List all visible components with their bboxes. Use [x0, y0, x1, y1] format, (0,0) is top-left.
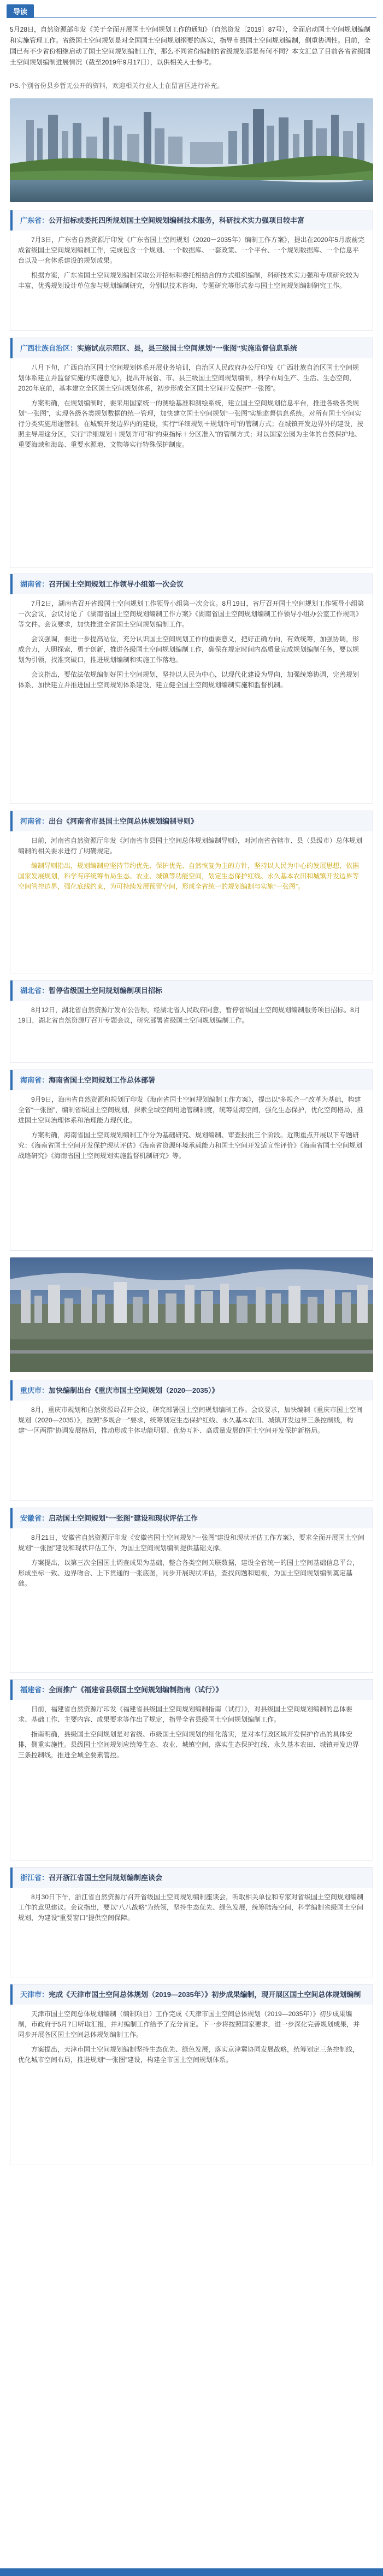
paragraph: 8月21日，安徽省自然资源厅印发《安徽省国土空间规划“一张图”建设和现状评估工作方案》，要求全面开展国土空间规划“一张图”建设和现状评估工作，为国土空间规划编制提供基础支撑。 — [18, 1534, 365, 1552]
section-tianjin — [10, 1984, 373, 2165]
paragraph: 8月30日下午，浙江省自然资源厅召开省级国土空间规划编制座谈会，听取相关单位和专家对省级国土空间规划编制工作的意见建议。会议指出，要以“八八战略”为统领，坚持生态优先、绿色发展，统筹陆海空间，科学编制省级国土空间规划，为建设“重要窗口”提供空间保障。 — [18, 1893, 364, 1922]
province-name: 浙江省： — [20, 1874, 49, 1882]
province-name: 安徽省： — [20, 1514, 49, 1522]
section-heading — [10, 980, 373, 1001]
province-name: 福建省： — [20, 1686, 49, 1694]
section-heading — [10, 574, 373, 594]
section-title: 完成《天津市国土空间总体规划（2019—2035年）》初步成果编制，现开展区国土空间总体规划编制 — [49, 1990, 361, 1999]
paragraph: 方案提出，以第三次全国国土调查成果为基础，整合各类空间关联数据，建设全省统一的国土空间基础信息平台，形成坐标一致、边界吻合、上下贯通的一张底图，同步开展现状评估，查找问题和短板，为国土空间规划编制奠定基础。 — [18, 1559, 360, 1587]
province-name: 海南省： — [20, 1076, 49, 1084]
guide-divider — [7, 17, 376, 18]
section-henan — [10, 811, 373, 973]
paragraph: 八月下旬，广西自治区国土空间规划体系开展业务培训，自治区人民政府办公厅印发《广西壮族自治区国土空间规划体系建立并监督实施的实施意见》，提出开展省、市、县三级国土空间规划编制，科学布局生产、生活、生态空间，2020年底前，基本建立全区国土空间规划体系，初步形成全区国土空间开发保护“一张图”。 — [18, 364, 360, 392]
section-heading — [10, 210, 373, 231]
paragraph: 方案明确，海南省国土空间规划编制工作分为基础研究、规划编制、审查报批三个阶段。近期重点开展以下专题研究：《海南省国土空间开发保护现状评估》《海南省资源环境承载能力和国土空间开发适宜性评价》《海南省国土空间规划战略研究》《海南省国土空间规划实施监督机制研究》等。 — [18, 1131, 363, 1160]
section-title: 暂停省级国土空间规划编制项目招标 — [49, 986, 163, 995]
section-body — [10, 2005, 373, 2074]
paragraph: 日前，福建省自然资源厅印发《福建省县级国土空间规划编制指南（试行）》，对县级国土空间规划编制的总体要求、基础工作、主要内容、成果要求等作出了规定，指导全省县级国土空间规划编制工作。 — [18, 1705, 353, 1723]
paragraph-highlighted: 编制导则指出，规划编制应坚持节约优先、保护优先、自然恢复为主的方针，坚持以人民为中心的发展思想，依据国家发展规划，科学有序统筹布局生态、农业、城镇等功能空间，划定生态保护红线、永久基本农田和城镇开发边界等空间管控边界，强化底线约束，为可持续发展预留空间，形成全省统一的规划编制与实施“一张图”。 — [18, 862, 360, 890]
section-heading — [10, 1070, 373, 1090]
section-body — [10, 231, 373, 300]
section-body — [10, 1001, 373, 1035]
section-title: 公开招标或委托四所规划国土空间规划编制技术服务，科研技术实力强项目较丰富 — [49, 216, 305, 224]
section-body — [10, 1888, 373, 1932]
aerial-city-photo — [10, 1257, 373, 1372]
section-heading — [10, 338, 373, 358]
paragraph: 8月12日，湖北省自然资源厅发布公告称，经湖北省人民政府同意，暂停省级国土空间规划编制服务项目招标。8月19日，湖北省自然资源厅召开专题会议，研究部署省级国土空间规划编制工作。 — [18, 1006, 361, 1024]
section-guangxi — [10, 338, 373, 568]
paragraph: 指南明确，县级国土空间规划是对省级、市级国土空间规划的细化落实，是对本行政区域开发保护作出的具体安排，侧重实施性。县级国土空间规划应统筹生态、农业、城镇空间，落实生态保护红线、永久基本农田、城镇开发边界三条控制线，推进全域全要素管控。 — [18, 1730, 360, 1759]
section-anhui — [10, 1508, 373, 1673]
section-fujian — [10, 1679, 373, 1860]
paragraph: 7月2日，湖南省召开省级国土空间规划工作领导小组第一次会议。8月19日，省厅召开国土空间规划工作领导小组第一次会议，会议讨论了《湖南省国土空间规划编制工作方案》《湖南省国土空间规划编制工作领导小组办公室工作规则》等文件。会议要求，加快推进全省国土空间规划编制工作。 — [18, 600, 364, 628]
province-name: 湖南省： — [20, 580, 49, 588]
section-heading — [10, 1984, 373, 2005]
paragraph: 9月9日，海南省自然资源和规划厅印发《海南省国土空间规划编制工作方案》，提出以“多规合一”改革为基础，构建全省“一张图”，编制省级国土空间规划，探索全域空间用途管制制度，统筹陆海空间，强化生态保护，优化空间格局，推进国土空间治理体系和治理能力现代化。 — [18, 1096, 363, 1124]
section-title: 出台《河南省市县国土空间总体规划编制导则》 — [49, 817, 198, 825]
section-body — [10, 1090, 373, 1170]
paragraph: 根据方案，广东省国土空间规划编制采取公开招标和委托相结合的方式组织编制，科研技术实力强和专项研究较为丰富，优秀规划设计单位参与规划编制研究，分别以技术咨询、专题研究等形式参与国土空间规划编制研究工作。 — [18, 271, 360, 289]
province-name: 广西壮族自治区： — [20, 344, 78, 352]
section-body — [10, 358, 373, 459]
paragraph: 日前，河南省自然资源厅印发《河南省市县国土空间总体规划编制导则》，对河南省省辖市、县（县级市）总体规划编制的相关要求进行了明确规定。 — [18, 837, 363, 855]
province-name: 广东省： — [20, 216, 49, 224]
section-heading — [10, 1380, 373, 1401]
province-name: 天津市： — [20, 1990, 49, 1999]
section-title: 全面推广《福建省县级国土空间规划编制指南（试行）》 — [49, 1686, 223, 1694]
section-title: 实施试点示范区、县，县三级国土空间规划“一张图”实施监督信息系统 — [77, 344, 298, 352]
section-guangdong — [10, 210, 373, 331]
paragraph: 会议指出，要依法依规编制好国土空间规划，坚持以人民为中心，以现代化建设为导向，加强统筹协调，完善规划体系，加快建立并推进国土空间规划体系建设，建立健全国土空间规划编制实施和监督机制。 — [18, 671, 360, 689]
section-zhejiang — [10, 1867, 373, 1977]
guide-tag: 导读 — [7, 4, 34, 18]
province-name: 重庆市： — [20, 1386, 49, 1395]
section-heading — [10, 811, 373, 831]
section-body — [10, 1528, 373, 1598]
section-body — [10, 1700, 373, 1769]
section-body — [10, 1401, 373, 1445]
province-name: 河南省： — [20, 817, 49, 825]
section-body — [10, 594, 373, 699]
section-heading — [10, 1868, 373, 1888]
section-hainan — [10, 1070, 373, 1251]
section-hunan — [10, 574, 373, 804]
section-title: 召开浙江省国土空间规划编制座谈会 — [49, 1874, 163, 1882]
section-body — [10, 831, 373, 901]
city-skyline-photo — [10, 98, 373, 202]
section-title: 加快编制出台《重庆市国土空间规划（2020—2035）》 — [49, 1386, 219, 1395]
paragraph: 方案明确，在规划编制时，要采用国家统一的测绘基准和测绘系统，建立国土空间规划信息平台，推进各级各类规划“一张图”，实现各级各类规划数据的统一管理，加快建立国土空间规划“一张图”实施监督信息系统。对所有国土空间实行分类实施用途管制。在城镇开发边界内的建设，实行“详细规划＋规划许可”的管制方式；在城镇开发边界外的建设，按照主导用途分区，实行“详细规划＋规划许可”和“约束指标＋分区准入”的管制方式；对以国家公园为主体的自然保护地、重要海域和海岛、重要水源地、文物等实行特殊保护制度。 — [18, 399, 363, 448]
paragraph: 天津市国土空间总体规划编制（编制项目）工作完成《天津市国土空间总体规划（2019—2035年）》初步成果编制，市政府于5月7日听取汇报，并对编制工作给予了充分肯定。下一步将按照国家要求，进一步深化完善规划成果，并同步开展各区国土空间总体规划编制工作。 — [18, 2010, 360, 2039]
paragraph: 7月3日，广东省自然资源厅印发《广东省国土空间规划（2020－2035年）编制工作方案》，提出在2020年5月底前完成省级国土空间规划编制工作，完成包含一个规划、一个数据库、一套政策、一个平台、一个规划数据库、一个信息平台以及一套体系建设的规划成果。 — [18, 236, 365, 264]
paragraph: 会议强调，要进一步提高站位，充分认识国土空间规划工作的重要意义，把好正确方向，有效统筹，加强协调，形成合力，大胆探索，勇于创新，推进各级国土空间规划编制工作，确保在规定时间内高质量完成规划编制任务，要以规划为引领，找准突破口，推进规划编制和实施工作落地。 — [18, 635, 360, 664]
province-name: 湖北省： — [20, 986, 49, 995]
paragraph: 8月，重庆市规划和自然资源局召开会议，研究部署国土空间规划编制工作。会议要求，加快编制《重庆市国土空间规划（2020—2035）》，按照“多规合一”要求，统筹划定生态保护红线、永久基本农田、城镇开发边界三条控制线，构建“一区两群”协调发展格局，推动形成主体功能明显、优势互补、高质量发展的国土空间开发保护新格局。 — [18, 1406, 363, 1434]
intro-paragraph: 5月28日，自然资源部印发《关于全面开展国土空间规划工作的通知》（自然资发〔2019〕87号），全面启动国土空间规划编制和实施管理工作。省级国土空间规划是对全国国土空间规划纲要的落实，指导市县国土空间规划编制，侧重协调性。目前，全国已有不少省份相继启动了国土空间规划编制工作，那么不同省份编制的省级规划都是有何不同？本文汇总了目前各省省级国土空间规划编制进展情况（截至2019年9月17日），以供相关人士参考。 — [10, 26, 371, 66]
section-hubei — [10, 980, 373, 1063]
bottom-accent-bar — [0, 2568, 383, 2576]
section-heading — [10, 1508, 373, 1528]
section-title: 启动国土空间规划“一张图”建设和现状评估工作 — [49, 1514, 198, 1522]
section-title: 召开国土空间规划工作领导小组第一次会议 — [49, 580, 184, 588]
section-title: 海南省国土空间规划工作总体部署 — [49, 1076, 156, 1084]
section-heading — [10, 1680, 373, 1700]
paragraph: 方案提出，天津市国土空间规划编制坚持生态优先、绿色发展，落实京津冀协同发展战略，统筹划定三条控制线，优化城市空间布局，推进规划“一张图”建设，构建全市国土空间规划体系。 — [18, 2046, 360, 2064]
section-chongqing — [10, 1380, 373, 1501]
ps-note: PS.个别省份县乡暂无公开的资料，欢迎相关行业人士在留言区进行补充。 — [10, 82, 224, 90]
